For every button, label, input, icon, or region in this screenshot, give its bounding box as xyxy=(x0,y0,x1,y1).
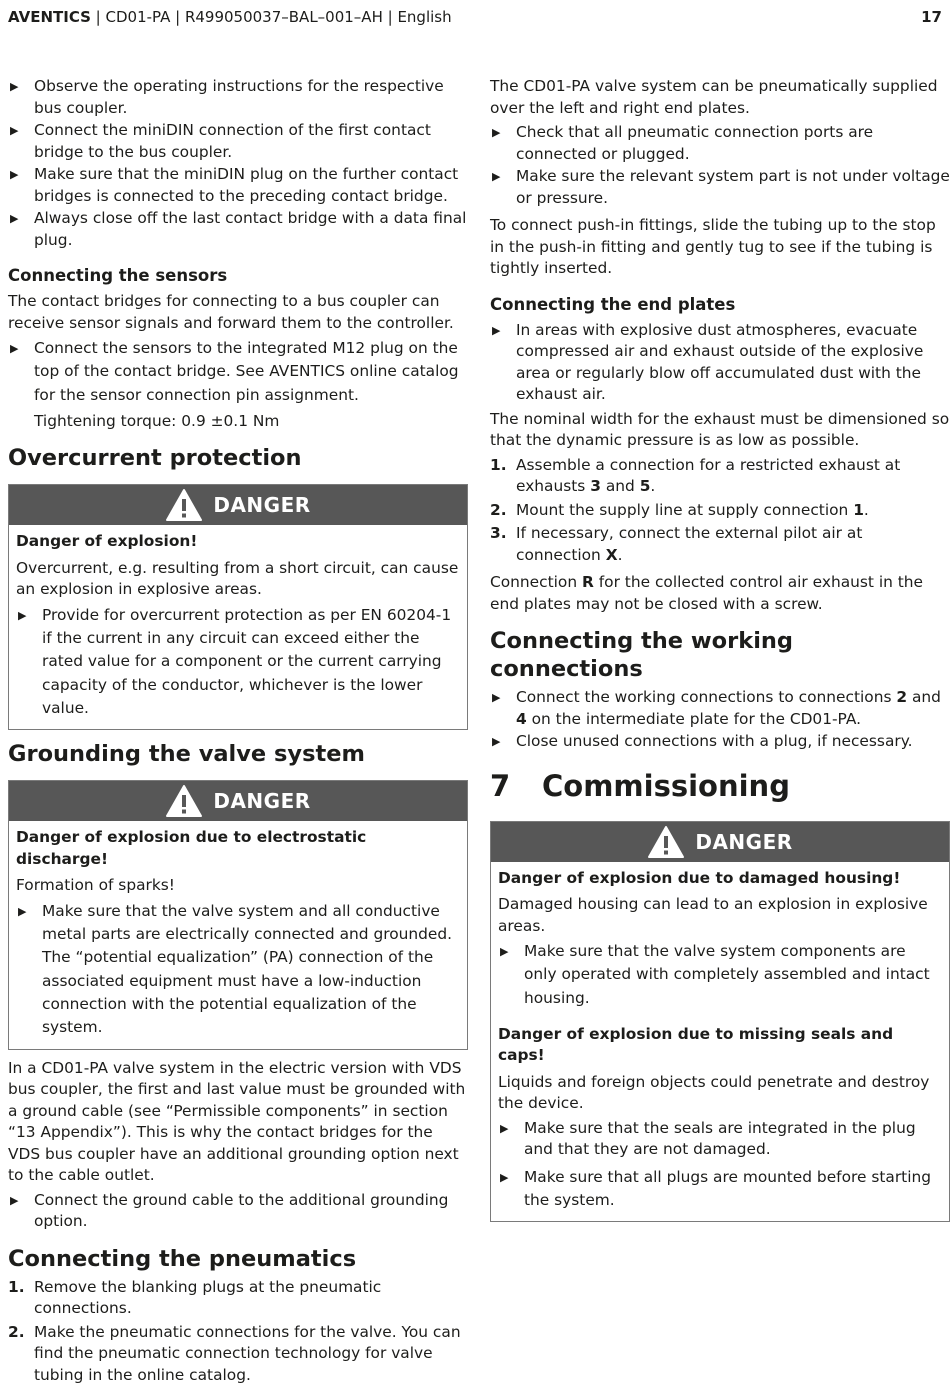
bullet-arrow-icon: ▶ xyxy=(500,1121,509,1135)
list-item: 1. Remove the blanking plugs at the pneumatic connections. xyxy=(8,1277,382,1318)
danger-title: Danger of explosion due to electrostatic discharge! xyxy=(16,828,367,868)
danger-bar xyxy=(491,822,949,862)
danger-text: Liquids and foreign objects could penetrate and destroy the device. xyxy=(498,1072,930,1113)
list-item: ▶ In areas with explosive dust atmospheres, evacuate compressed air and exhaust outside of the explosive area or regularly blow off accumulated dust with the exhaust air. xyxy=(492,320,924,403)
list-item: 2. Make the pneumatic connections for the valve. You can find the pneumatic connection technology for valve tubing in the online catalog. xyxy=(8,1322,461,1384)
bullet-arrow-icon: ▶ xyxy=(18,608,27,622)
grounding-bullet-list xyxy=(8,1190,468,1233)
danger-title: Danger of explosion due to missing seals and caps! xyxy=(498,1024,894,1065)
bullet-arrow-icon: ▶ xyxy=(492,126,501,139)
danger-text: Overcurrent, e.g. resulting from a short circuit, can cause an explosion in explosive areas. xyxy=(16,558,459,599)
danger-body xyxy=(9,525,467,729)
bullet-arrow-icon: ▶ xyxy=(492,170,501,183)
sensors-bullet-list xyxy=(8,337,468,407)
right-column xyxy=(490,76,950,1230)
page-header xyxy=(8,8,942,30)
bullet-arrow-icon: ▶ xyxy=(492,691,501,704)
end-plates-bullet-list xyxy=(490,320,950,406)
bullet-arrow-icon: ▶ xyxy=(10,80,19,93)
list-item: 1. Assemble a connection for a restricted exhaust at exhausts 3 and 5. xyxy=(490,455,901,495)
danger-bar xyxy=(9,485,467,525)
list-item: ▶ Close unused connections with a plug, if necessary. xyxy=(490,731,950,753)
list-item: ▶ Make sure that the valve system and all conductive metal parts are electrically connected and grounded. The “potential equalization” (PA) connection of the associated equipment must have a low-induction connection with the potential equalization of the system. xyxy=(18,901,453,1037)
commissioning-danger-box xyxy=(490,821,950,1223)
overcurrent-danger-box xyxy=(8,484,468,730)
list-item: 2. Mount the supply line at supply connection 1. xyxy=(490,500,869,519)
list-item: ▶ Connect the ground cable to the additional grounding option. xyxy=(10,1190,449,1231)
danger-body xyxy=(9,821,467,1048)
overcurrent-heading: Overcurrent protection xyxy=(8,445,302,472)
warning-triangle-icon xyxy=(165,488,203,522)
danger-label: DANGER xyxy=(695,829,793,854)
list-item: ▶ Connect the miniDIN connection of the first contact bridge to the bus coupler. xyxy=(10,121,431,161)
danger-bullet-list xyxy=(16,900,459,1040)
chapter-number: 7 xyxy=(490,768,511,803)
pneumatics-steps xyxy=(8,1277,468,1387)
list-item: ▶ Make sure that the valve system components are only operated with completely assembled and intact housing. xyxy=(500,942,930,1007)
list-item: ▶ Make sure that all plugs are mounted before starting the system. xyxy=(500,1167,931,1210)
list-item: ▶ Connect the sensors to the integrated M12 plug on the top of the contact bridge. See AVENTICS online catalog for the sensor connection pin assignment. xyxy=(10,339,459,404)
danger-bullet-list xyxy=(498,1118,941,1213)
list-item: ▶ Provide for overcurrent protection as per EN 60204-1 if the current in any circuit can exceed either the rated value for a component or the current carrying capacity of the conductor, whichever is the lower value. xyxy=(18,605,452,718)
end-plates-heading: Connecting the end plates xyxy=(490,294,736,314)
end-plates-text: The nominal width for the exhaust must be dimensioned so that the dynamic pressure is as low as possible. xyxy=(490,409,950,449)
danger-text: Damaged housing can lead to an explosion in explosive areas. xyxy=(498,895,928,935)
list-item: ▶ Make sure that the miniDIN plug on the further contact bridges is connected to the preceding contact bridge. xyxy=(10,165,459,205)
sensors-heading: Connecting the sensors xyxy=(8,266,228,285)
brand-name: AVENTICS xyxy=(8,8,91,26)
intro-bullet-list xyxy=(8,76,468,251)
bullet-arrow-icon: ▶ xyxy=(18,904,27,918)
end-plates-steps xyxy=(490,455,950,567)
list-item: ▶ Make sure that the seals are integrated in the plug and that they are not damaged. xyxy=(500,1118,916,1159)
pneumatics-heading: Connecting the pneumatics xyxy=(8,1245,357,1272)
danger-bullet-list xyxy=(498,940,941,1010)
document-reference: | CD01-PA | R499050037–BAL–001–AH | English xyxy=(90,8,452,26)
danger-text: Formation of sparks! xyxy=(16,876,175,895)
list-item: ▶ Always close off the last contact bridge with a data final plug. xyxy=(10,209,467,249)
list-item: ▶ Make sure the relevant system part is not under voltage or pressure. xyxy=(492,167,950,207)
grounding-paragraph: In a CD01-PA valve system in the electric version with VDS bus coupler, the first and last value must be grounded with a ground cable (see “Permissible components” in section “13 Appendix”). This is why the contact bridges for the VDS bus coupler have an additional grounding option next to the cable outlet. xyxy=(8,1058,466,1185)
page-number: 17 xyxy=(921,8,942,26)
danger-title: Danger of explosion! xyxy=(16,532,198,551)
bullet-arrow-icon: ▶ xyxy=(10,1193,19,1207)
bullet-arrow-icon: ▶ xyxy=(10,124,19,137)
danger-bar xyxy=(9,781,467,821)
sensors-text: The contact bridges for connecting to a bus coupler can receive sensor signals and forward them to the controller. xyxy=(8,292,454,332)
tightening-torque: Tightening torque: 0.9 ±0.1 Nm xyxy=(34,411,280,430)
chapter-title: Commissioning xyxy=(542,768,790,803)
bullet-arrow-icon: ▶ xyxy=(500,945,509,958)
warning-triangle-icon xyxy=(165,784,203,818)
bullet-arrow-icon: ▶ xyxy=(492,735,501,748)
chapter-heading xyxy=(490,769,950,803)
connection-r-note: Connection R for the collected control air exhaust in the end plates may not be closed with a screw. xyxy=(490,573,924,613)
warning-triangle-icon xyxy=(647,825,685,859)
bullet-arrow-icon: ▶ xyxy=(10,212,19,225)
list-item: ▶ Connect the working connections to connections 2 and 4 on the intermediate plate for the CD01-PA. xyxy=(492,688,941,728)
working-bullet-list xyxy=(490,687,950,753)
danger-bullet-list xyxy=(16,604,459,720)
push-in-text: To connect push-in fittings, slide the tubing up to the stop in the push-in fitting and gently tug to see if the tubing is tightly inserted. xyxy=(490,216,936,277)
danger-label: DANGER xyxy=(213,493,311,518)
bullet-arrow-icon: ▶ xyxy=(10,168,19,181)
danger-title: Danger of explosion due to damaged housing! xyxy=(498,868,901,887)
bullet-arrow-icon: ▶ xyxy=(10,342,19,355)
grounding-heading: Grounding the valve system xyxy=(8,741,365,768)
working-connections-heading: Connecting the working connections xyxy=(490,628,794,682)
danger-body xyxy=(491,862,949,1222)
supply-bullet-list xyxy=(490,122,950,209)
list-item: 3. If necessary, connect the external pilot air at connection X. xyxy=(490,524,863,564)
danger-label: DANGER xyxy=(213,789,311,814)
bullet-arrow-icon: ▶ xyxy=(500,1170,509,1184)
list-item: ▶ Check that all pneumatic connection ports are connected or plugged. xyxy=(492,123,874,163)
grounding-danger-box xyxy=(8,780,468,1049)
list-item: ▶ Observe the operating instructions for the respective bus coupler. xyxy=(10,77,444,117)
left-column xyxy=(8,76,468,1389)
bullet-arrow-icon: ▶ xyxy=(492,323,501,337)
supply-text: The CD01-PA valve system can be pneumatically supplied over the left and right end plates. xyxy=(490,77,938,117)
